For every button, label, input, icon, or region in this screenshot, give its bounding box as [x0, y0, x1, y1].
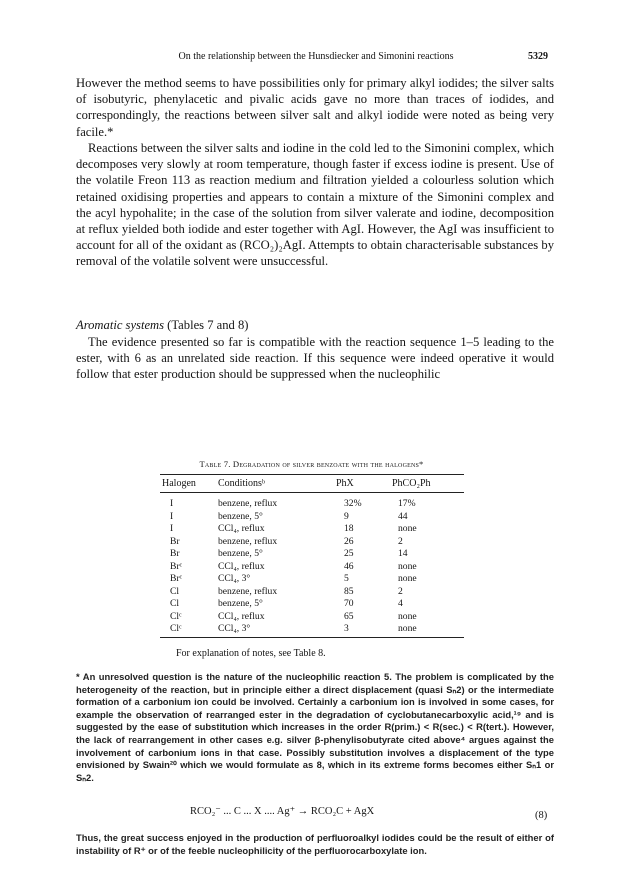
- cell-halogen: Cl: [170, 585, 180, 597]
- paragraph-3: [76, 334, 554, 383]
- table-row: [160, 498, 464, 510]
- cell-phx: 32%: [344, 498, 362, 509]
- cell-phx: 70: [344, 598, 354, 609]
- cell-halogen: I: [170, 523, 174, 534]
- cell-conditions: CCl₄, reflux: [218, 560, 265, 572]
- cell-phx: 25: [344, 548, 354, 559]
- cell-conditions: benzene, 5°: [218, 598, 263, 609]
- table-row: [160, 511, 464, 523]
- table-row: [160, 611, 464, 623]
- table-caption: Table 7. Degradation of silver benzoate with the halogens*: [199, 459, 424, 469]
- cell-halogen: Br: [170, 535, 180, 547]
- cell-conditions: CCl₄, reflux: [218, 610, 265, 622]
- cell-phx: 65: [344, 610, 354, 622]
- cell-halogen: Clᶜ: [170, 610, 182, 622]
- section-heading-italic: Aromatic systems: [76, 318, 165, 332]
- table-row: [160, 623, 464, 635]
- cell-phco2ph: 14: [398, 548, 408, 559]
- cell-halogen: Br: [170, 548, 180, 559]
- page-number: 5329: [528, 51, 548, 62]
- cell-phx: 85: [344, 585, 354, 597]
- cell-conditions: CCl₄, 3°: [218, 623, 251, 634]
- cell-phco2ph: 4: [398, 598, 403, 609]
- cell-conditions: CCl₄, reflux: [218, 523, 265, 534]
- equation-number: (8): [535, 810, 548, 821]
- paragraph-1: [76, 75, 554, 140]
- cell-phx: 18: [344, 523, 354, 534]
- cell-phco2ph: 2: [398, 585, 403, 597]
- running-title: On the relationship between the Hunsdiecker and Simonini reactions: [178, 51, 454, 62]
- cell-halogen: Brᶜ: [170, 560, 183, 572]
- table-header-rule: [160, 492, 464, 493]
- table-row: [160, 536, 464, 548]
- table-note: For explanation of notes, see Table 8.: [176, 648, 326, 659]
- paragraph-3-text: The evidence presented so far is compatible with the reaction sequence 1–5 leading to the ester, with 6 as an unrelated side reaction. If this sequence were indeed operative it would follow that ester production should be suppressed when the nucleophilic: [76, 335, 554, 382]
- cell-halogen: I: [170, 498, 174, 509]
- cell-phx: 3: [344, 623, 349, 634]
- cell-halogen: I: [170, 510, 174, 522]
- cell-halogen: Clᶜ: [170, 623, 182, 634]
- paragraph-2: [76, 140, 554, 270]
- cell-conditions: benzene, reflux: [218, 585, 278, 597]
- cell-phx: 9: [344, 510, 349, 522]
- cell-phx: 46: [344, 560, 354, 572]
- table-row: [160, 523, 464, 535]
- table-row: [160, 548, 464, 560]
- col-halogen: Halogen: [162, 478, 196, 489]
- cell-conditions: benzene, reflux: [218, 498, 278, 509]
- cell-phco2ph: 17%: [398, 498, 416, 509]
- table-bottom-rule: [160, 637, 464, 638]
- col-conditions: Conditionsᵇ: [218, 478, 265, 489]
- table-row: [160, 586, 464, 598]
- paragraph-2-text: Reactions between the silver salts and iodine in the cold led to the Simonini complex, which decomposes very slowly at room temperature, though faster if excess iodine is present. Use of the volatile Freon 113 as reaction medium and filtration yielded a colourless solution which retained oxidising properties and appears to contain a mixture of the Simonini complex and the acyl hypohalite; in the case of the solution from silver valerate and iodine, decomposition at reflux yielded both iodide and ester together with AgI. However, the AgI was insufficient to account for all of the oxidant as (RCO₂)₂AgI. Attempts to obtain characterisable substances by removal of the volatile solvent were unsuccessful.: [76, 141, 554, 269]
- equation-8: RCO₂⁻ ... C ... X .... Ag⁺ → RCO₂C + AgX: [190, 806, 375, 817]
- footnote-conclusion: Thus, the great success enjoyed in the production of perfluoroalkyl iodides could be the result of either of instability of R⁺ or of the feeble nucleophilicity of the perfluorocarboxylate ion.: [76, 832, 554, 856]
- paragraph-1-text: However the method seems to have possibilities only for primary alkyl iodides; the silver salts of isobutyric, phenylacetic and pivalic acids gave no more than traces of iodides, and correspondingly, the reactions between silver salt and alkyl iodide were noted as being very facile.*: [76, 76, 554, 139]
- cell-phco2ph: none: [398, 523, 417, 534]
- cell-conditions: CCl₄, 3°: [218, 573, 251, 584]
- cell-conditions: benzene, 5°: [218, 548, 263, 559]
- cell-phco2ph: none: [398, 573, 417, 584]
- cell-phx: 26: [344, 535, 354, 547]
- cell-phco2ph: 44: [398, 510, 408, 522]
- cell-halogen: Brᶜ: [170, 573, 183, 584]
- cell-phco2ph: none: [398, 560, 417, 572]
- table-row: [160, 573, 464, 585]
- cell-phco2ph: none: [398, 623, 417, 634]
- cell-conditions: benzene, reflux: [218, 535, 278, 547]
- cell-conditions: benzene, 5°: [218, 510, 263, 522]
- section-heading-rest: (Tables 7 and 8): [164, 318, 249, 332]
- table-top-rule: [160, 474, 464, 475]
- table-row: [160, 598, 464, 610]
- section-heading: [76, 318, 248, 333]
- cell-phx: 5: [344, 573, 349, 584]
- col-phco2ph: PhCO₂Ph: [392, 478, 431, 489]
- cell-halogen: Cl: [170, 598, 180, 609]
- table-row: [160, 561, 464, 573]
- footnote: * An unresolved question is the nature of the nucleophilic reaction 5. The problem is complicated by the heterogeneity of the reaction, but in principle either a direct displacement (quasi Sₙ2) or the intermediate formation of a carbonium ion could be involved. Certainly a carbonium ion is involved in some cases, for example the observation of rearranged ester in the degradation of cyclobutanecarboxylic acid,¹⁹ and is suggested by the ease of substitution which increases in the order R(prim.) < R(sec.) < R(tert.). However, the lack of rearrangement in other cases e.g. silver β-phenylisobutyrate cited above⁴ argues against the involvement of carbonium ions in that case. Possibly substitution involves a displacement of the type envisioned by Swain²⁰ which we would formulate as 8, which in its extreme forms becomes either Sₙ1 or Sₙ2.: [76, 671, 554, 783]
- cell-phco2ph: none: [398, 610, 417, 622]
- cell-phco2ph: 2: [398, 535, 403, 547]
- col-phx: PhX: [336, 478, 354, 489]
